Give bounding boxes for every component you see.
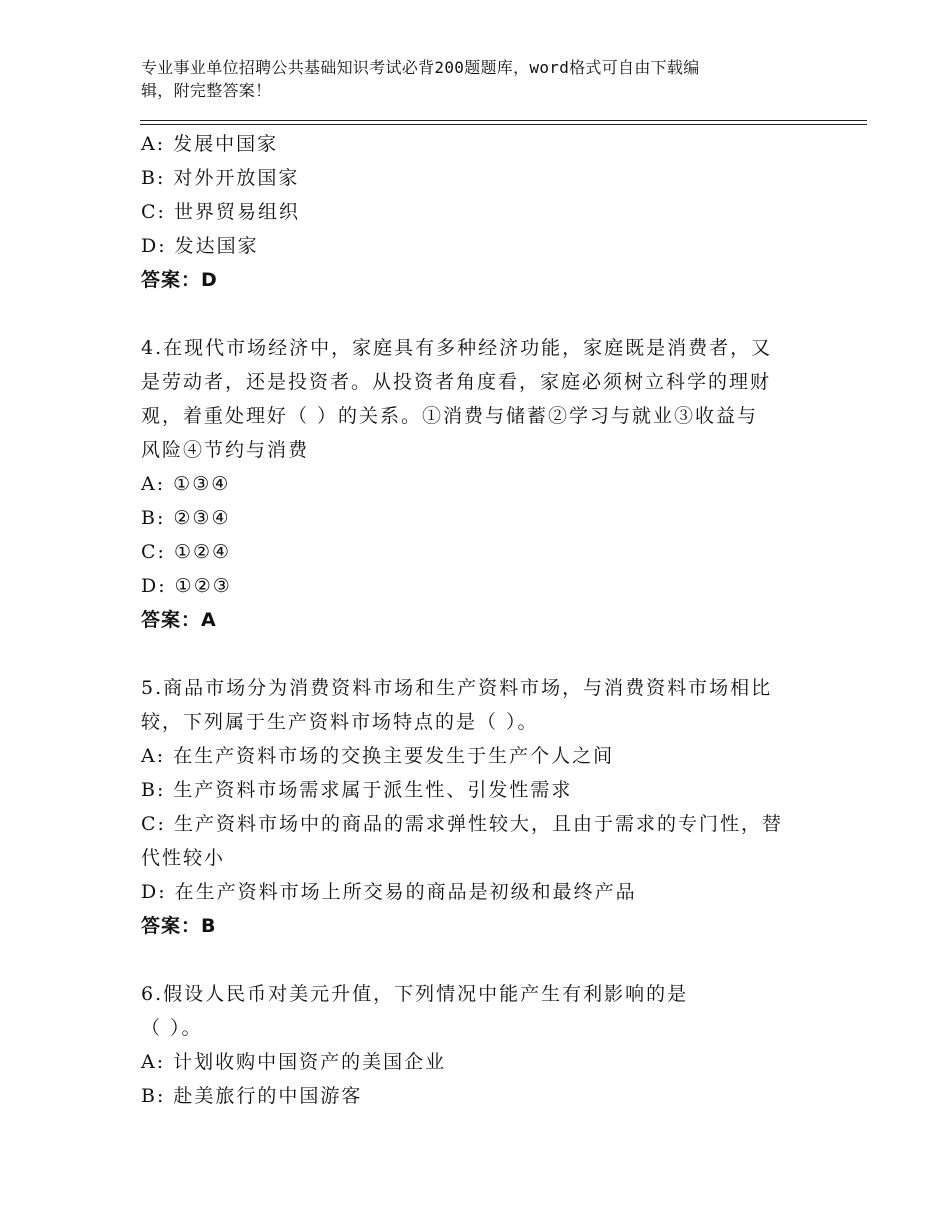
question-stem-line: 4.在现代市场经济中，家庭具有多种经济功能，家庭既是消费者，又 (141, 337, 773, 359)
header-line-1: 专业事业单位招聘公共基础知识考试必背200题题库，word格式可自由下载编 (141, 58, 700, 77)
question-stem-line: 6.假设人民币对美元升值，下列情况中能产生有利影响的是 (141, 983, 689, 1005)
option-c: C: 世界贸易组织 (141, 201, 300, 223)
spacer (141, 297, 821, 331)
option-b: B: ②③④ (141, 507, 231, 529)
question-stem-line: 观，着重处理好（ ）的关系。①消费与储蓄②学习与就业③收益与 (141, 405, 759, 427)
question-content (141, 127, 821, 1113)
answer: 答案：D (141, 269, 218, 291)
option-c: C: ①②④ (141, 541, 232, 563)
option-c: C: 生产资料市场中的商品的需求弹性较大，且由于需求的专门性，替 (141, 813, 783, 835)
option-d: D: ①②③ (141, 575, 232, 597)
option-d: D: 在生产资料市场上所交易的商品是初级和最终产品 (141, 881, 637, 903)
question-6 (141, 977, 821, 1113)
question-5 (141, 671, 821, 943)
option-c-continued: 代性较小 (141, 847, 226, 869)
option-a: A: ①③④ (141, 473, 231, 495)
answer: 答案：B (141, 915, 217, 937)
question-3 (141, 127, 821, 297)
question-stem-line: 较，下列属于生产资料市场特点的是（ ）。 (141, 711, 539, 733)
question-stem-line: 风险④节约与消费 (141, 439, 310, 461)
option-d: D: 发达国家 (141, 235, 259, 257)
header-line-2: 辑，附完整答案！ (141, 81, 272, 100)
header-divider (140, 120, 867, 125)
spacer (141, 637, 821, 671)
option-a: A: 计划收购中国资产的美国企业 (141, 1051, 447, 1073)
option-a: A: 发展中国家 (141, 133, 279, 155)
page-header (141, 56, 801, 102)
question-stem-line: 5.商品市场分为消费资料市场和生产资料市场，与消费资料市场相比 (141, 677, 773, 699)
option-b: B: 对外开放国家 (141, 167, 300, 189)
question-4 (141, 331, 821, 637)
answer: 答案：A (141, 609, 217, 631)
question-stem-line: 是劳动者，还是投资者。从投资者角度看，家庭必须树立科学的理财 (141, 371, 772, 393)
question-stem-line: （ ）。 (141, 1017, 203, 1039)
spacer (141, 943, 821, 977)
option-b: B: 生产资料市场需求属于派生性、引发性需求 (141, 779, 573, 801)
option-a: A: 在生产资料市场的交换主要发生于生产个人之间 (141, 745, 615, 767)
option-b: B: 赴美旅行的中国游客 (141, 1085, 363, 1107)
